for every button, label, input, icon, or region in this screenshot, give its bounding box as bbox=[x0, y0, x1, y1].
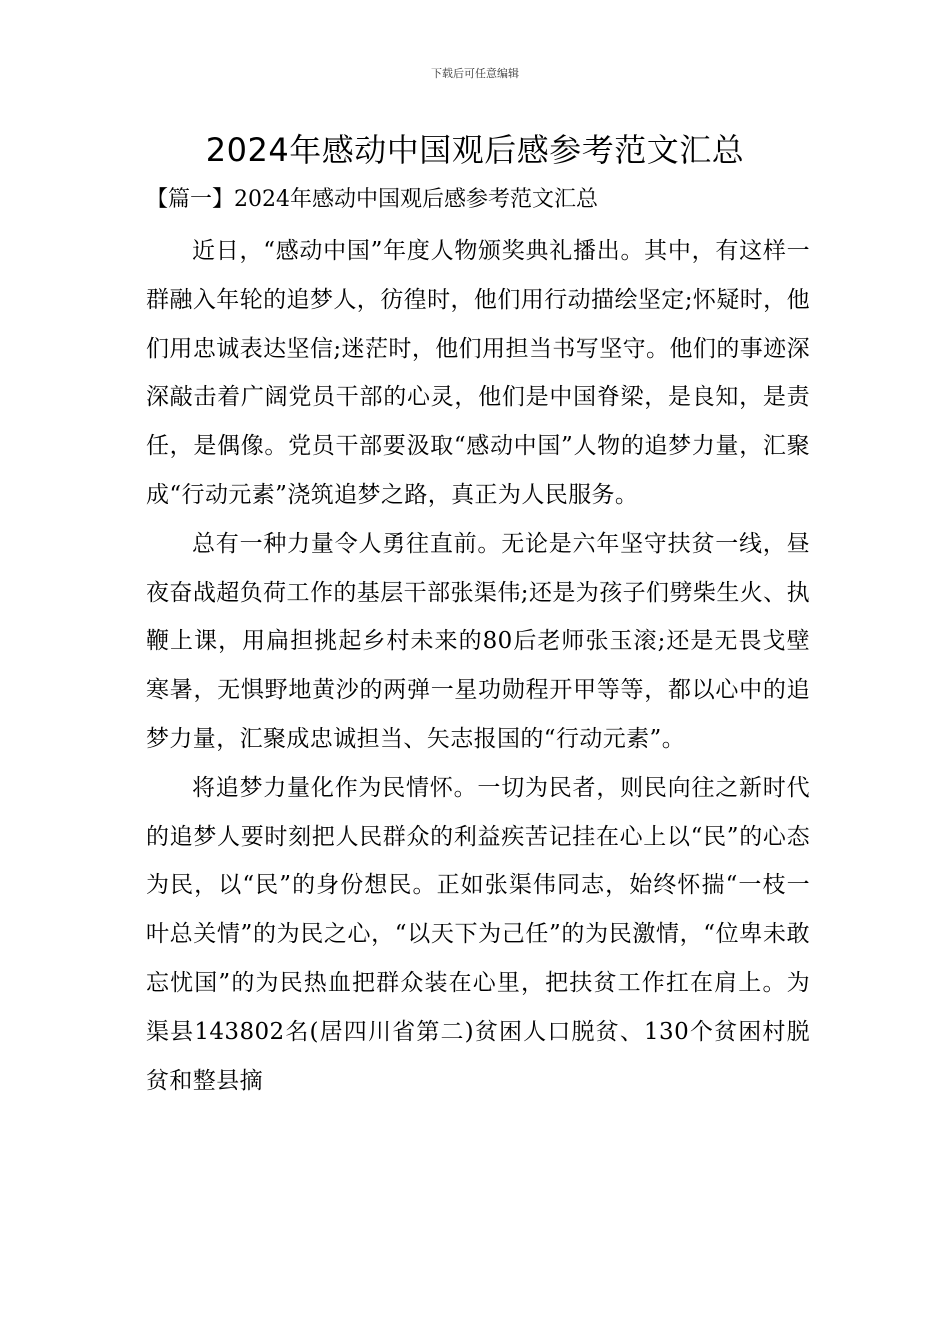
body-text bbox=[146, 227, 810, 1105]
paragraph-3: 将追梦力量化作为民情怀。一切为民者，则民向往之新时代的追梦人要时刻把人民群众的利益疾苦记挂在心上以“民”的心态为民，以“民”的身份想民。正如张渠伟同志，始终怀揣“一枝一叶总关情”的为民之心，“以天下为己任”的为民激情，“位卑未敢忘忧国”的为民热血把群众装在心里，把扶贫工作扛在肩上。为渠县143802名(居四川省第二)贫困人口脱贫、130个贫困村脱贫和整县摘 bbox=[146, 774, 810, 1094]
paragraph-1: 近日，“感动中国”年度人物颁奖典礼播出。其中，有这样一群融入年轮的追梦人，彷徨时，他们用行动描绘坚定;怀疑时，他们用忠诚表达坚信;迷茫时，他们用担当书写坚守。他们的事迹深深敲击着广阔党员干部的心灵，他们是中国脊梁，是良知，是责任，是偶像。党员干部要汲取“感动中国”人物的追梦力量，汇聚成“行动元素”浇筑追梦之路，真正为人民服务。 bbox=[146, 238, 810, 508]
section-heading: 【篇一】2024年感动中国观后感参考范文汇总 bbox=[146, 187, 598, 212]
paragraph-2: 总有一种力量令人勇往直前。无论是六年坚守扶贫一线，昼夜奋战超负荷工作的基层干部张渠伟;还是为孩子们劈柴生火、执鞭上课，用扁担挑起乡村未来的80后老师张玉滚;还是无畏戈壁寒暑，无惧野地黄沙的两弹一星功勋程开甲等等，都以心中的追梦力量，汇聚成忠诚担当、矢志报国的“行动元素”。 bbox=[146, 530, 810, 752]
header-note: 下载后可任意编辑 bbox=[431, 67, 519, 80]
document-title: 2024年感动中国观后感参考范文汇总 bbox=[205, 131, 745, 169]
